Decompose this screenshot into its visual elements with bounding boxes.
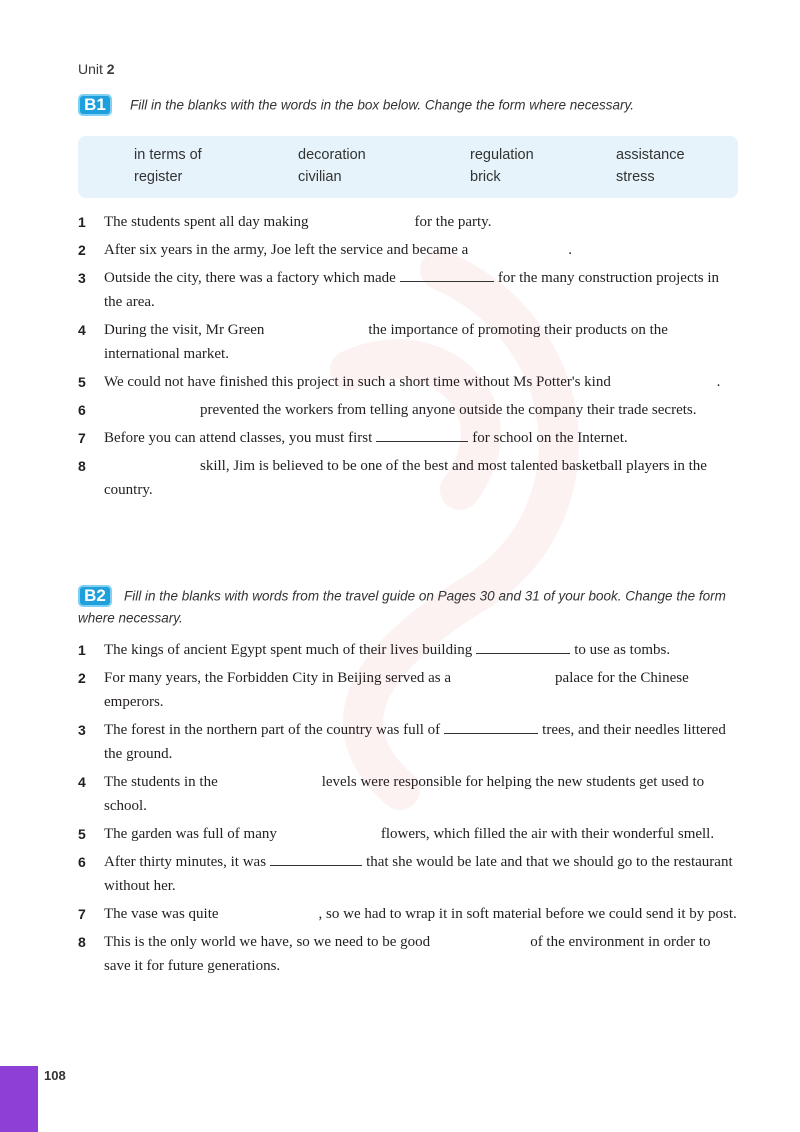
exercise-item [78, 454, 738, 502]
item-text-before: During the visit, Mr Green [104, 322, 265, 338]
item-number: 6 [78, 402, 86, 418]
exercise-item [78, 318, 738, 366]
exercise-b2-list [78, 638, 738, 982]
word-box [78, 136, 738, 198]
answer-blank[interactable] [376, 427, 468, 442]
item-text-before: After six years in the army, Joe left the service and became a [104, 242, 469, 258]
word-box-item: stress [616, 169, 655, 185]
item-number: 2 [78, 242, 86, 258]
answer-blank[interactable] [444, 719, 538, 734]
item-text-before: For many years, the Forbidden City in Beijing served as a [104, 670, 452, 686]
item-number: 4 [78, 774, 86, 790]
word-box-item: in terms of [134, 147, 202, 163]
item-text-after: palace for the Chinese emperors. [104, 670, 689, 710]
item-number: 8 [78, 458, 86, 474]
exercise-item [78, 930, 738, 978]
exercise-item [78, 210, 738, 234]
exercise-item [78, 666, 738, 714]
exercise-b1-badge: B1 [78, 94, 112, 116]
item-text-after: that she would be late and that we should go to the restaurant without her. [104, 854, 733, 894]
page-color-tab [0, 1066, 38, 1132]
item-text-before: The students in the [104, 774, 218, 790]
item-number: 4 [78, 322, 86, 338]
item-number: 1 [78, 642, 86, 658]
exercise-b1-heading [78, 94, 738, 116]
item-text-after: of the environment in order to save it for future generations. [104, 934, 711, 974]
item-text-before: Before you can attend classes, you must first [104, 430, 373, 446]
item-number: 6 [78, 854, 86, 870]
item-text-after: prevented the workers from telling anyone outside the company their trade secrets. [200, 402, 697, 418]
exercise-item [78, 266, 738, 314]
item-text-after: flowers, which filled the air with their wonderful smell. [380, 826, 715, 842]
item-number: 8 [78, 934, 86, 950]
item-text-after: for school on the Internet. [472, 430, 628, 446]
item-text-after: to use as tombs. [574, 642, 671, 658]
answer-blank[interactable] [400, 267, 494, 282]
item-text-after: skill, Jim is believed to be one of the best and most talented basketball players in the country. [104, 458, 707, 498]
item-number: 5 [78, 374, 86, 390]
word-box-item: decoration [298, 147, 366, 163]
item-number: 2 [78, 670, 86, 686]
item-text-before: Outside the city, there was a factory which made [104, 270, 396, 286]
item-text-after: . [568, 242, 573, 258]
item-text-after: for the many construction projects in the area. [104, 270, 720, 310]
page-number: 108 [44, 1068, 66, 1083]
exercise-item [78, 370, 738, 394]
word-box-item: civilian [298, 169, 342, 185]
item-text-before: The vase was quite [104, 906, 219, 922]
word-box-item: regulation [470, 147, 534, 163]
unit-label-text: Unit [78, 61, 103, 77]
exercise-item [78, 850, 738, 898]
answer-blank[interactable] [476, 639, 570, 654]
item-number: 5 [78, 826, 86, 842]
word-box-item: brick [470, 169, 501, 185]
exercise-item [78, 238, 738, 262]
item-text-before: After thirty minutes, it was [104, 854, 267, 870]
exercise-item [78, 426, 738, 450]
item-number: 1 [78, 214, 86, 230]
exercise-b1-list [78, 210, 738, 506]
exercise-item [78, 638, 738, 662]
exercise-b2-instruction: Fill in the blanks with words from the travel guide on Pages 30 and 31 of your book. Change the form where necessary. [78, 588, 726, 626]
exercise-b1-instruction: Fill in the blanks with the words in the box below. Change the form where necessary. [130, 97, 635, 113]
exercise-b2-badge: B2 [78, 585, 112, 607]
exercise-b2-heading [78, 585, 738, 630]
item-number: 7 [78, 430, 86, 446]
item-text-before: The garden was full of many [104, 826, 277, 842]
word-box-item: register [134, 169, 183, 185]
item-text-after: for the party. [414, 214, 492, 230]
word-box-item: assistance [616, 147, 685, 163]
answer-blank[interactable] [270, 851, 362, 866]
exercise-item [78, 770, 738, 818]
item-text-before: We could not have finished this project in such a short time without Ms Potter's kind [104, 374, 611, 390]
unit-number: 2 [106, 61, 115, 77]
item-text-before: The students spent all day making [104, 214, 309, 230]
item-text-after: the importance of promoting their products on the international market. [104, 322, 668, 362]
item-text-before: The kings of ancient Egypt spent much of their lives building [104, 642, 473, 658]
item-number: 7 [78, 906, 86, 922]
item-text-before: The forest in the northern part of the country was full of [104, 722, 441, 738]
item-text-after: . [716, 374, 721, 390]
exercise-item [78, 398, 738, 422]
exercise-item [78, 822, 738, 846]
item-text-after: levels were responsible for helping the new students get used to school. [104, 774, 705, 814]
item-text-after: , so we had to wrap it in soft material before we could send it by post. [318, 906, 737, 922]
item-text-after: trees, and their needles littered the ground. [104, 722, 726, 762]
item-number: 3 [78, 722, 86, 738]
unit-label [78, 61, 115, 77]
item-number: 3 [78, 270, 86, 286]
item-text-before: This is the only world we have, so we need to be good [104, 934, 431, 950]
exercise-item [78, 902, 738, 926]
exercise-item [78, 718, 738, 766]
